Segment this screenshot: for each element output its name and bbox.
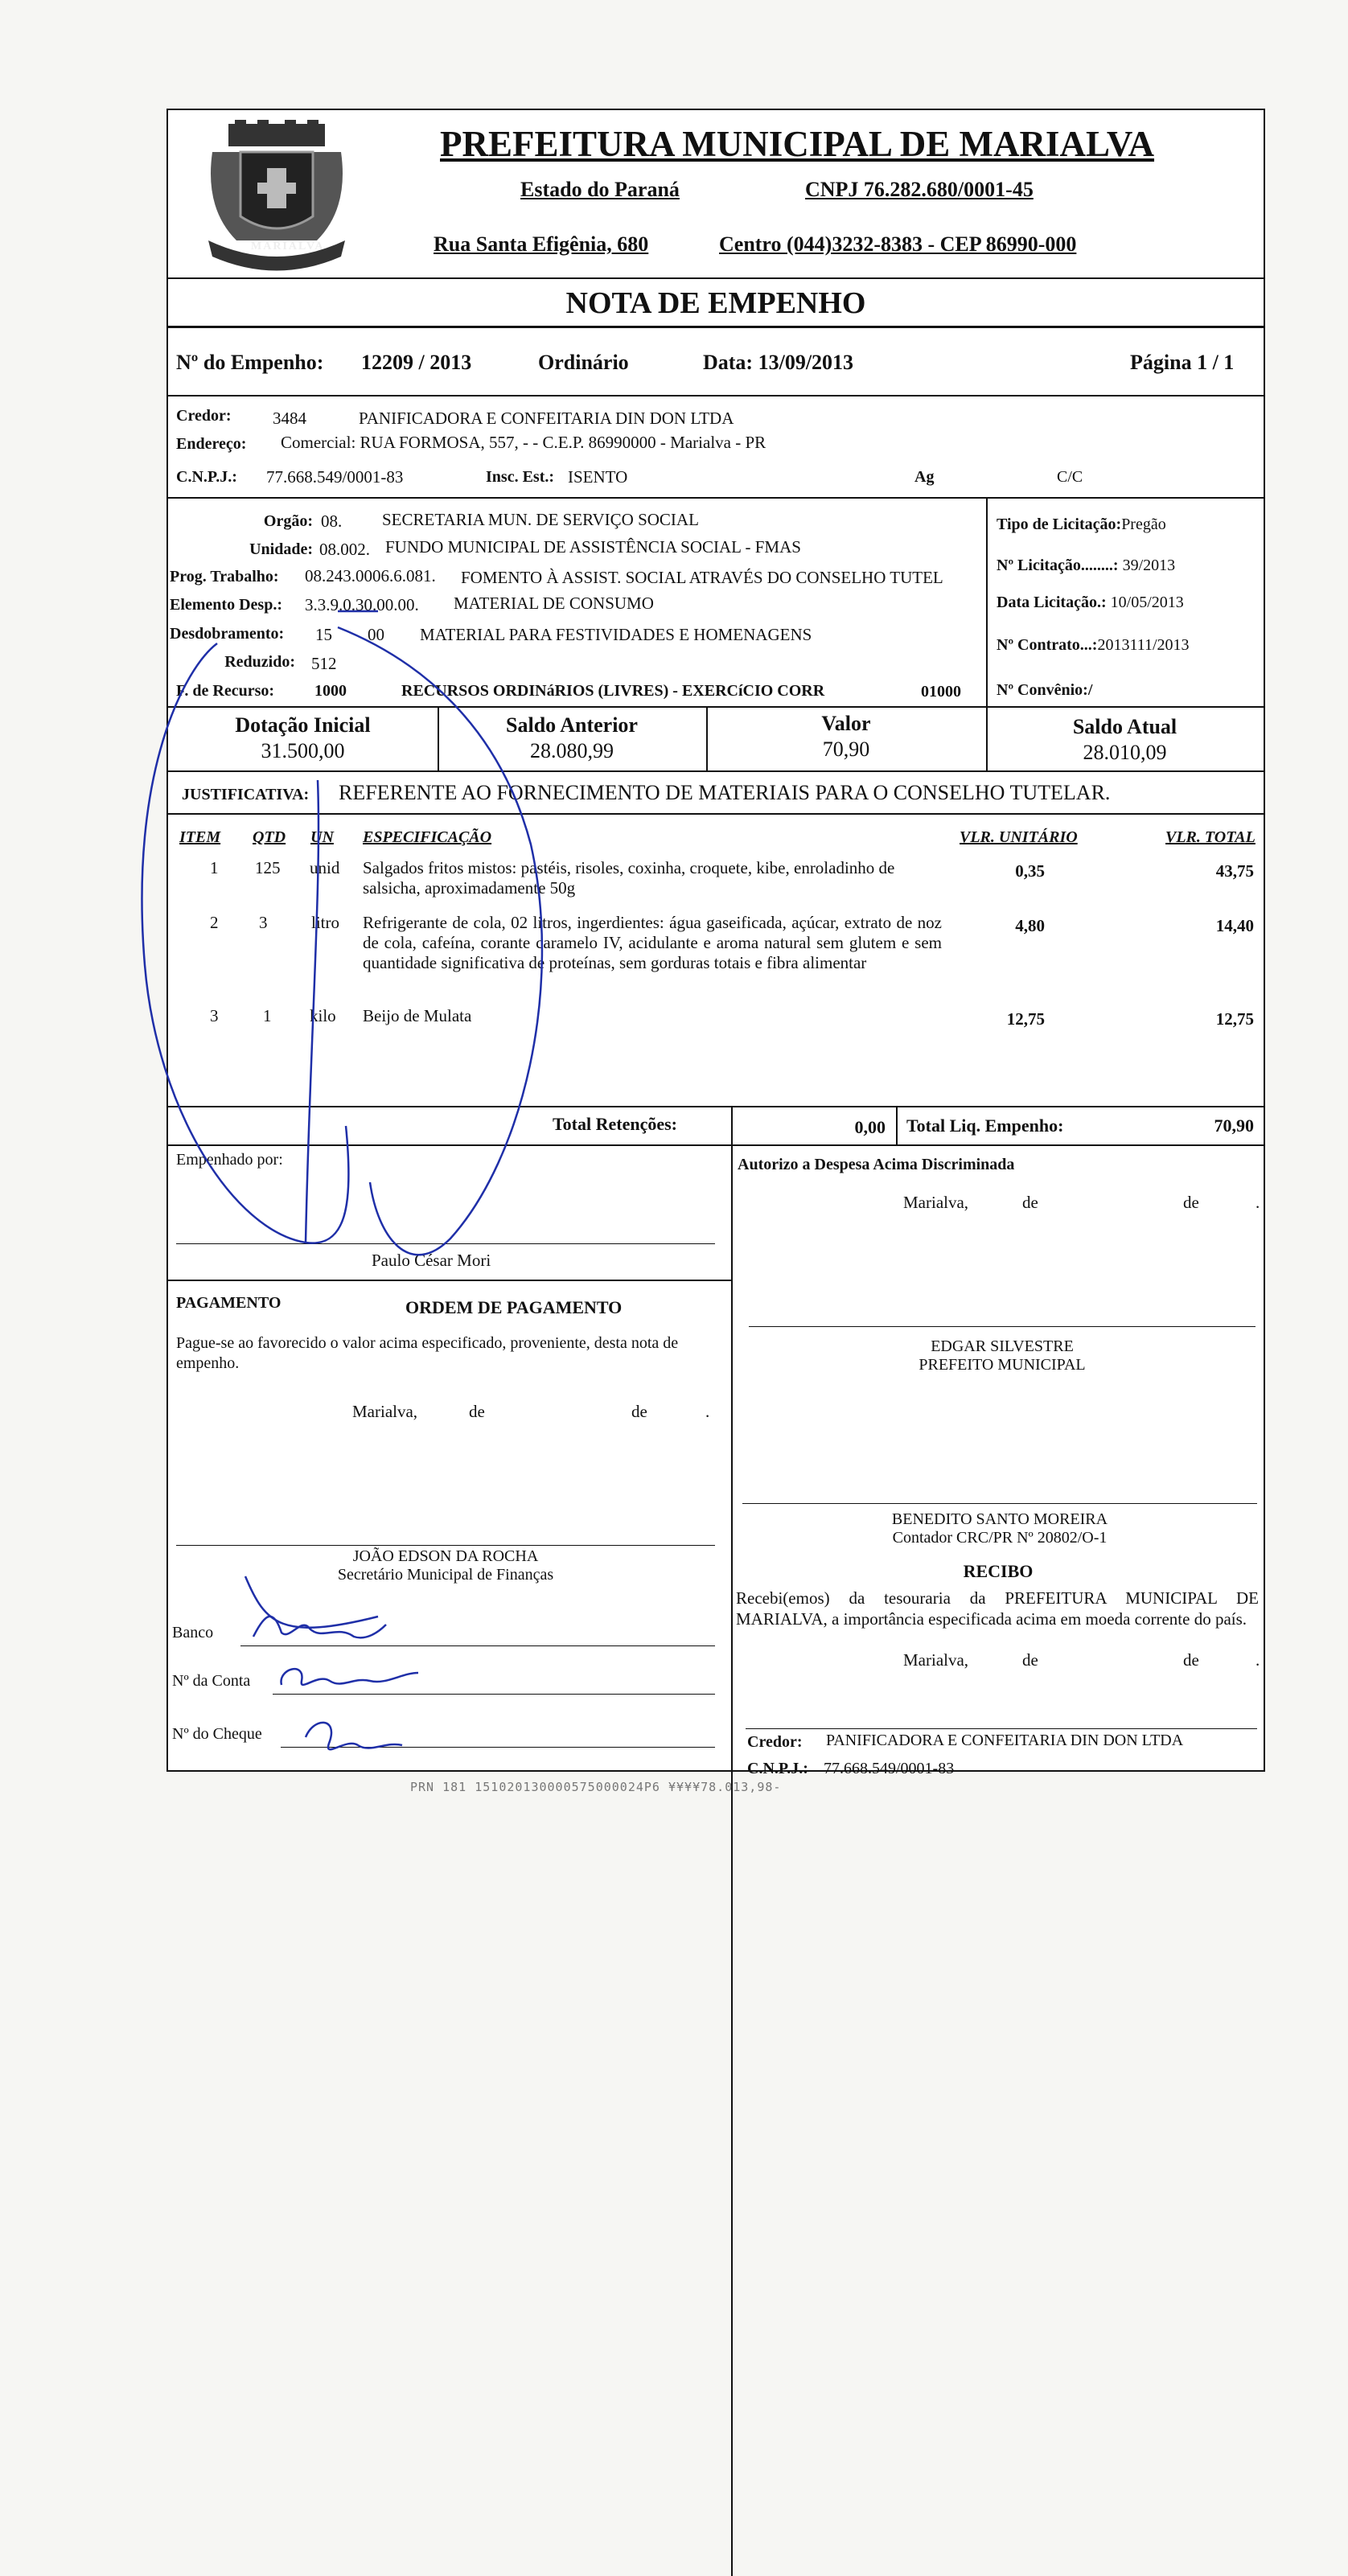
ie-label: Insc. Est.: — [486, 468, 555, 486]
liquido-value: 70,90 — [1214, 1115, 1254, 1136]
prog-name: FOMENTO À ASSIST. SOCIAL ATRAVÉS DO CONSELHO TUTEL — [461, 568, 943, 587]
prefeito-role: PREFEITO MUNICIPAL — [919, 1356, 1086, 1374]
pagamento-text: Pague-se ao favorecido o valor acima especificado, proveniente, desta nota de empenho. — [176, 1334, 679, 1372]
licitacao-type-label: Tipo de Licitação:Pregão — [997, 516, 1166, 533]
conta-corrente-label: C/C — [1057, 468, 1083, 486]
item-unit-price: 4,80 — [1015, 916, 1045, 935]
prefeitura-title: PREFEITURA MUNICIPAL DE MARIALVA — [440, 124, 1155, 164]
empenho-number-label: Nº do Empenho: — [176, 351, 324, 374]
convenio-label: Nº Convênio:/ — [997, 681, 1093, 699]
municipal-cnpj: CNPJ 76.282.680/0001-45 — [805, 178, 1034, 201]
empenho-date: Data: 13/09/2013 — [703, 351, 854, 374]
unidade-label: Unidade: — [249, 540, 313, 558]
municipal-contact: Centro (044)3232-8383 - CEP 86990-000 — [719, 232, 1077, 256]
item-number: 3 — [210, 1006, 219, 1025]
contador-role: Contador CRC/PR Nº 20802/O-1 — [892, 1529, 1108, 1547]
cheque-label: Nº do Cheque — [172, 1725, 262, 1743]
col-unit-value: VLR. UNITÁRIO — [960, 828, 1078, 846]
autorizo-dot: . — [1256, 1193, 1260, 1212]
licitacao-number-label: Nº Licitação........: 39/2013 — [997, 557, 1176, 574]
recibo-text: Recebi(emos) da tesouraria da PREFEITURA MUNICIPAL DE MARIALVA, a importância especificada acima em moeda corrente do país. — [736, 1588, 1259, 1629]
contrato-label: Nº Contrato...:2013111/2013 — [997, 636, 1190, 654]
recibo-credor-name: PANIFICADORA E CONFEITARIA DIN DON LTDA — [826, 1732, 1184, 1749]
autorizo-de-1: de — [1022, 1193, 1038, 1212]
liquido-label: Total Liq. Empenho: — [906, 1115, 1064, 1136]
secretario-name: JOÃO EDSON DA ROCHA — [352, 1547, 539, 1565]
licitacao-date-label: Data Licitação.: 10/05/2013 — [997, 594, 1184, 611]
recibo-dot: . — [1256, 1650, 1260, 1670]
item-unit: litro — [311, 913, 339, 932]
item-unit-price: 12,75 — [1006, 1009, 1045, 1029]
item-qty: 1 — [263, 1006, 272, 1025]
recibo-de-1: de — [1022, 1650, 1038, 1670]
unidade-name: FUNDO MUNICIPAL DE ASSISTÊNCIA SOCIAL - FMAS — [385, 537, 801, 557]
credor-cnpj: 77.668.549/0001-83 — [266, 467, 404, 487]
item-spec: Refrigerante de cola, 02 litros, ingerdientes: água gaseificada, açúcar, extrato de noz de cola, cafeína, corante caramelo IV, acidulante e aroma natural sem glutem e sem quantidade significativa de proteínas, sem gorduras totais e fibra alimentar — [363, 913, 942, 972]
empenhado-label: Empenhado por: — [176, 1151, 283, 1169]
pagamento-dot: . — [705, 1402, 710, 1421]
licitacao-date-value: 10/05/2013 — [1110, 594, 1184, 611]
col-qtd: QTD — [253, 828, 286, 846]
cnpj-label: C.N.P.J.: — [176, 468, 237, 486]
recibo-place: Marialva, — [903, 1650, 969, 1670]
valor-value: 70,90 — [822, 737, 870, 761]
elemento-label: Elemento Desp.: — [170, 596, 282, 614]
page-number: Página 1 / 1 — [1130, 351, 1235, 374]
footer-print-code: PRN 181 151020130000575000024P6 ¥¥¥¥78.013,98- — [410, 1780, 782, 1794]
valor-label: Valor — [821, 712, 871, 735]
justificativa-label: JUSTIFICATIVA: — [182, 786, 310, 803]
recibo-cnpj-label: C.N.P.J.: — [747, 1760, 808, 1777]
pagamento-place: Marialva, — [352, 1402, 418, 1421]
recibo-cnpj-value: 77.668.549/0001-83 — [824, 1760, 955, 1777]
desdobramento-sub: 00 — [368, 625, 384, 644]
desdobramento-code: 15 — [315, 625, 332, 644]
col-spec: ESPECIFICAÇÃO — [363, 828, 492, 846]
fonte-name: RECURSOS ORDINáRIOS (LIVRES) - EXERCíCIO CORR — [401, 682, 825, 700]
orgao-name: SECRETARIA MUN. DE SERVIÇO SOCIAL — [382, 510, 699, 529]
saldo-atual-value: 28.010,09 — [1083, 741, 1167, 764]
credor-address: Comercial: RUA FORMOSA, 557, - - C.E.P. 86990000 - Marialva - PR — [281, 433, 766, 452]
licitacao-number-value: 39/2013 — [1122, 557, 1176, 574]
saldo-anterior-label: Saldo Anterior — [506, 713, 638, 737]
reduzido-label: Reduzido: — [224, 653, 295, 671]
pagamento-de-1: de — [469, 1402, 485, 1421]
credor-ie: ISENTO — [568, 467, 628, 487]
autorizo-de-2: de — [1183, 1193, 1199, 1212]
col-un: UN — [310, 828, 334, 846]
recibo-de-2: de — [1183, 1650, 1199, 1670]
prog-label: Prog. Trabalho: — [170, 568, 279, 585]
saldo-atual-label: Saldo Atual — [1072, 715, 1177, 738]
item-total: 14,40 — [1215, 916, 1254, 935]
crest-caption: MARIALVA — [251, 240, 325, 253]
autorizo-label: Autorizo a Despesa Acima Discriminada — [738, 1156, 1015, 1173]
licitacao-type-value: Pregão — [1121, 516, 1166, 533]
prefeito-name: EDGAR SILVESTRE — [931, 1337, 1074, 1355]
dotacao-value: 31.500,00 — [261, 739, 345, 762]
credor-name: PANIFICADORA E CONFEITARIA DIN DON LTDA — [359, 409, 734, 428]
prog-code: 08.243.0006.6.081. — [305, 566, 436, 585]
item-unit: unid — [310, 858, 340, 877]
contrato-value: 2013111/2013 — [1097, 636, 1190, 654]
document-title: NOTA DE EMPENHO — [565, 286, 866, 320]
desdobramento-name: MATERIAL PARA FESTIVIDADES E HOMENAGENS — [420, 625, 812, 644]
retencoes-label: Total Retenções: — [553, 1114, 677, 1134]
dotacao-label: Dotação Inicial — [235, 713, 371, 737]
empenhado-name: Paulo César Mori — [372, 1251, 491, 1270]
elemento-name: MATERIAL DE CONSUMO — [454, 594, 654, 613]
credor-code: 3484 — [273, 409, 306, 428]
saldo-anterior-value: 28.080,99 — [530, 739, 614, 762]
credor-label: Credor: — [176, 407, 232, 425]
item-unit: kilo — [310, 1006, 336, 1025]
conta-label: Nº da Conta — [172, 1672, 251, 1690]
item-spec: Beijo de Mulata — [363, 1006, 472, 1025]
recibo-credor-label: Credor: — [747, 1733, 803, 1751]
orgao-label: Orgão: — [263, 512, 313, 530]
item-number: 1 — [210, 858, 219, 877]
col-item: ITEM — [179, 828, 221, 846]
item-unit-price: 0,35 — [1015, 861, 1045, 881]
desdobramento-label: Desdobramento: — [170, 625, 285, 643]
fonte-code: 1000 — [314, 682, 347, 700]
empenho-number: 12209 / 2013 — [361, 351, 472, 374]
secretario-role: Secretário Municipal de Finanças — [337, 1566, 554, 1584]
item-qty: 3 — [259, 913, 268, 932]
agencia-label: Ag — [914, 468, 935, 486]
contador-name: BENEDITO SANTO MOREIRA — [891, 1510, 1108, 1528]
item-number: 2 — [210, 913, 219, 932]
ordem-pagamento-title: ORDEM DE PAGAMENTO — [405, 1297, 623, 1317]
address-label: Endereço: — [176, 435, 247, 453]
municipal-address: Rua Santa Efigênia, 680 — [434, 232, 649, 256]
unidade-code: 08.002. — [319, 540, 370, 559]
retencoes-value: 0,00 — [854, 1117, 886, 1137]
justificativa-text: REFERENTE AO FORNECIMENTO DE MATERIAIS PARA O CONSELHO TUTELAR. — [339, 781, 1111, 804]
item-total: 12,75 — [1215, 1009, 1254, 1029]
banco-label: Banco — [172, 1624, 214, 1641]
state-name: Estado do Paraná — [520, 178, 680, 201]
recibo-title: RECIBO — [963, 1561, 1034, 1581]
pagamento-de-2: de — [631, 1402, 647, 1421]
empenho-type: Ordinário — [538, 351, 629, 374]
pagamento-label: PAGAMENTO — [176, 1294, 282, 1312]
reduzido-value: 512 — [311, 654, 337, 673]
autorizo-place: Marialva, — [903, 1193, 969, 1212]
elemento-code: 3.3.9.0.30.00.00. — [305, 595, 419, 614]
col-total-value: VLR. TOTAL — [1165, 828, 1256, 846]
item-spec: Salgados fritos mistos: pastéis, risoles, coxinha, croquete, kibe, enroladinho de salsicha, aproximadamente 50g — [363, 858, 895, 898]
fonte-label: F. de Recurso: — [176, 682, 275, 700]
item-total: 43,75 — [1215, 861, 1254, 881]
item-qty: 125 — [255, 858, 281, 877]
fonte-number: 01000 — [921, 683, 961, 700]
orgao-code: 08. — [321, 512, 343, 531]
